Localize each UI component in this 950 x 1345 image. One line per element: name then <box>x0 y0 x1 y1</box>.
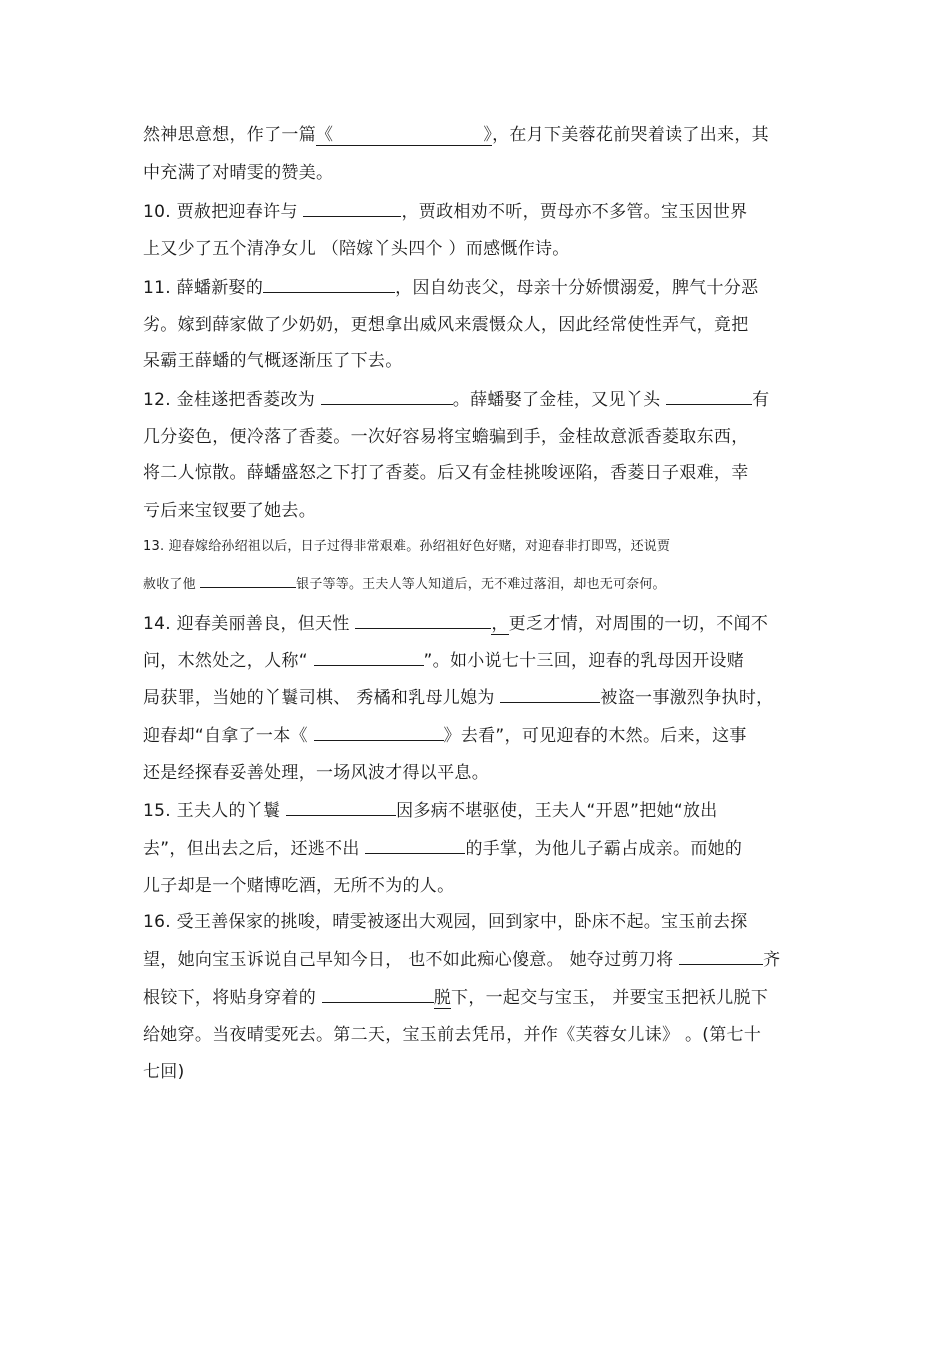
question-15 <box>143 799 718 822</box>
text-span: ，因自幼丧父，母亲十分娇惯溺爱，脾气十分恶 <box>395 278 759 298</box>
answer-blank <box>355 612 491 629</box>
text-line: 还是经探春妥善处理，一场风波才得以平息。 <box>143 763 489 783</box>
question-12 <box>143 388 769 411</box>
text-line: 上又少了五个清净女儿 （陪嫁丫头四个 ）而感慨作诗。 <box>143 239 570 259</box>
text-span: 更乏才情，对周围的一切，不闻不 <box>508 614 769 634</box>
text-span: 齐 <box>763 950 781 970</box>
text-span: 有 <box>752 390 770 410</box>
text-span: 》去看”，可见迎春的木然。后来，这事 <box>443 726 747 746</box>
answer-blank <box>322 986 434 1003</box>
answer-blank <box>303 200 401 217</box>
text-span: 局获罪，当她的丫鬟司棋、 秀橘和乳母儿媳为 <box>143 688 495 708</box>
answer-blank <box>365 837 465 854</box>
text-line <box>143 686 773 709</box>
text-span: 。薛蟠娶了金桂，又见丫头 <box>452 390 661 410</box>
answer-blank <box>314 649 424 666</box>
text-line: 几分姿色，便冷落了香菱。一次好容易将宝蟾骗到手，金桂故意派香菱取东西， <box>143 427 749 447</box>
answer-blank <box>286 799 396 816</box>
text-span: 银子等等。王夫人等人知道后，无不难过落泪，却也无可奈何。 <box>296 577 666 592</box>
text-span: 的手掌，为他儿子霸占成亲。而她的 <box>465 839 743 859</box>
text-span: 》 <box>483 125 493 145</box>
text-span: 去”，但出去之后，还逃不出 <box>143 839 360 859</box>
question-16: 16. 受王善保家的挑唆，晴雯被逐出大观园，回到家中，卧床不起。宝玉前去探 <box>143 912 748 932</box>
text-span: 然神思意想，作了一篇 <box>143 125 316 145</box>
answer-blank <box>263 276 395 293</box>
text-span: ”。如小说七十三回，迎春的乳母因开设赌 <box>423 651 745 671</box>
text-span: 下，一起交与宝玉， 并要宝玉把袄儿脱下 <box>451 988 769 1008</box>
answer-blank <box>666 388 752 405</box>
text-line: 将二人惊散。薛蟠盛怒之下打了香菱。后又有金桂挑唆诬陷，香菱日子艰难，幸 <box>143 463 749 483</box>
answer-blank <box>500 686 600 703</box>
underlined-text: ， <box>491 614 509 634</box>
text-line <box>143 575 666 594</box>
text-line: 儿子却是一个赌博吃酒，无所不为的人。 <box>143 876 455 896</box>
question-13: 13. 迎春嫁给孙绍祖以后，日子过得非常艰难。孙绍祖好色好赌，对迎春非打即骂，还说贾 <box>143 539 671 554</box>
text-line: 亏后来宝钗要了她去。 <box>143 501 316 521</box>
text-span: 赦收了他 <box>143 577 196 592</box>
text-span: 问，木然处之，人称“ <box>143 651 308 671</box>
question-10 <box>143 200 747 223</box>
text-span: 根铰下，将贴身穿着的 <box>143 988 316 1008</box>
question-11 <box>143 276 758 299</box>
text-line <box>143 837 742 860</box>
text-span: 11. 薛蟠新娶的 <box>143 278 264 298</box>
text-span: 10. 贾赦把迎春许与 <box>143 202 298 222</box>
answer-blank <box>321 388 453 405</box>
text-span: 15. 王夫人的丫鬟 <box>143 801 281 821</box>
text-line <box>143 124 769 146</box>
text-line <box>143 649 744 672</box>
text-line: 劣。嫁到薛家做了少奶奶，更想拿出威风来震慑众人，因此经常使性弄气，竟把 <box>143 315 749 335</box>
text-span: 迎春却“自拿了一本《 <box>143 726 308 746</box>
text-line <box>143 986 768 1009</box>
answer-blank <box>200 575 296 588</box>
text-span: 12. 金桂遂把香菱改为 <box>143 390 316 410</box>
text-span: 14. 迎春美丽善良，但天性 <box>143 614 350 634</box>
text-span: 因多病不堪驱使，王夫人“开恩”把她“放出 <box>396 801 718 821</box>
text-line: 七回) <box>143 1062 185 1082</box>
text-line <box>143 724 747 747</box>
answer-blank <box>679 948 763 965</box>
text-line: 呆霸王薛蟠的气概逐渐压了下去。 <box>143 351 403 371</box>
answer-blank <box>333 124 483 140</box>
text-line <box>143 948 780 971</box>
text-line: 给她穿。当夜晴雯死去。第二天，宝玉前去凭吊，并作《芙蓉女儿诔》 。(第七十 <box>143 1025 762 1045</box>
text-span: ，在月下美蓉花前哭着读了出来，其 <box>492 125 769 145</box>
text-line: 中充满了对晴雯的赞美。 <box>143 163 334 183</box>
underlined-text <box>316 125 492 146</box>
question-14 <box>143 612 768 635</box>
text-span: ，贾政相劝不听，贾母亦不多管。宝玉因世界 <box>401 202 748 222</box>
text-span: 被盗一事激烈争执时， <box>600 688 774 708</box>
answer-blank <box>314 724 444 741</box>
underlined-text: 脱 <box>433 988 452 1008</box>
text-span: 望，她向宝玉诉说自己早知今日， 也不如此痴心傻意。 她夺过剪刀将 <box>143 950 674 970</box>
text-span: 《 <box>316 125 334 145</box>
